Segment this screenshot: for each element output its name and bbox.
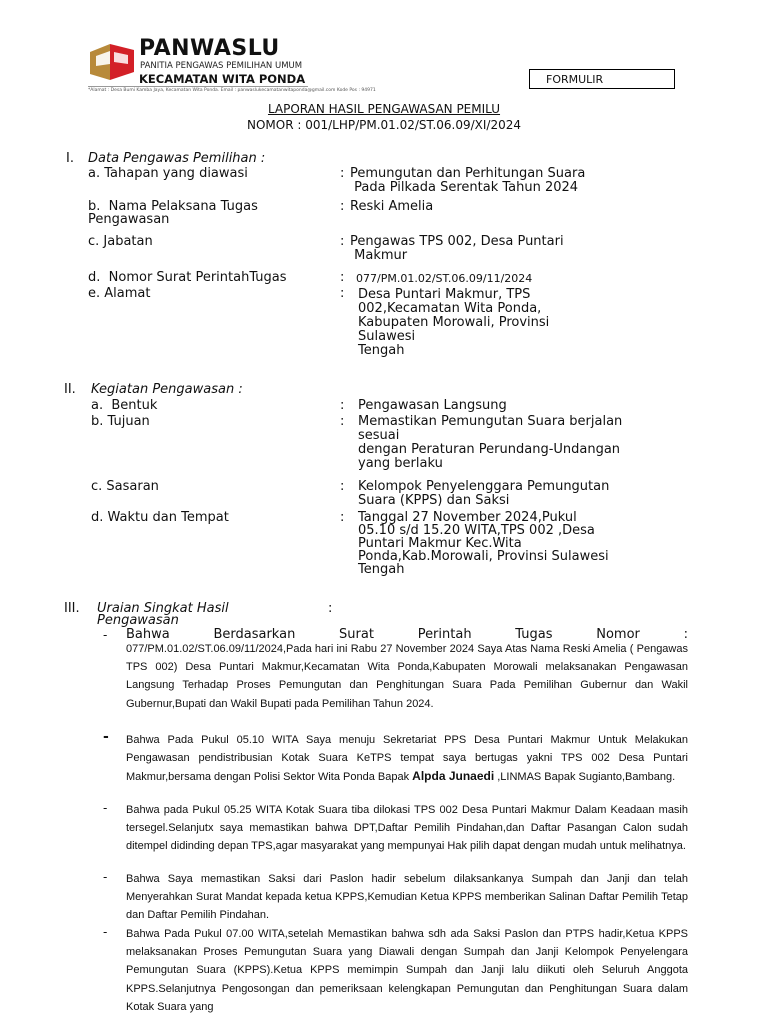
s3-dash-3: - [103,801,108,815]
section3-heading: Uraian Singkat Hasil [97,601,229,616]
s2-value-c-line2: Suara (KPPS) dan Saksi [358,493,510,508]
s2-label-d: d. Waktu dan Tempat [91,510,229,525]
s3-paragraph-5: Bahwa Pada Pukul 07.00 WITA,setelah Memastikan bahwa sdh ada Saksi Paslon dan PTPS hadir,Ketua KPPS melaksanakan Proses Pemungutan Suara yang Diawali dengan Sumpah dan Janji Kelompok Penyelengara Pemungutan Suara (KPPS).Ketua KPPS memimpin Sumpah dan Janji lalu diikuti oleh Seluruh Anggota KPPS.Selanjutnya Pengosongan dan pemeriksaan kelengkapan Pemungutan dan Penghitungan Suara dalam Kotak Suara yang [126,928,688,1013]
s1-value-b: Reski Amelia [350,199,434,214]
s3-first-word: Surat [339,627,374,642]
s2-value-b-line3: dengan Peraturan Perundang-Undangan [358,442,621,457]
s3-paragraph-4: Bahwa Saya memastikan Saksi dari Paslon hadir sebelum dilaksankanya Sumpah dan Janji dan telah Menyerahkan Surat Mandat kepada ketua KPPS,Kemudian Ketua KPPS memberikan Salinan Daftar Pemilih Tetap dan Daftar Pemilih Pindahan. [126,873,688,922]
s2-value-b-line4: yang berlaku [358,456,443,471]
s2-value-b-line1: Memastikan Pemungutan Suara berjalan [358,414,623,429]
s3-first-word: Nomor [596,627,640,642]
document-title: LAPORAN HASIL PENGAWASAN PEMILU [267,102,501,116]
s1-label-b: b. Nama Pelaksana Tugas [88,199,258,214]
s1-sep-a: : [340,166,345,181]
s3-dash-5: - [103,925,108,939]
section3-roman: III. [64,601,80,616]
header-divider [88,86,308,87]
document-number: NOMOR : 001/LHP/PM.01.02/ST.06.09/XI/2024 [246,118,522,132]
s1-value-d: 077/PM.01.02/ST.06.09/11/2024 [356,272,533,285]
s2-value-d-line4: Ponda,Kab.Morowali, Provinsi Sulawesi [358,549,609,564]
s1-value-c-line1: Pengawas TPS 002, Desa Puntari [350,234,564,249]
s3-officer-name: Alpda Junaedi [412,769,495,784]
s2-value-c-line1: Kelompok Penyelenggara Pemungutan [358,479,610,494]
section1-heading: Data Pengawas Pemilihan : [88,151,266,166]
section2-roman: II. [64,382,76,397]
s2-value-d-line5: Tengah [358,562,405,577]
s2-value-d-line3: Puntari Makmur Kec.Wita [358,536,522,551]
s1-value-e-line3: Kabupaten Morowali, Provinsi [358,315,550,330]
s2-label-a: a. Bentuk [91,398,158,413]
s1-label-d: d. Nomor Surat PerintahTugas [88,270,287,285]
s1-value-e-line5: Tengah [358,343,405,358]
s2-value-d-line2: 05.10 s/d 15.20 WITA,TPS 002 ,Desa [358,523,595,538]
s1-label-a: a. Tahapan yang diawasi [88,166,248,181]
s2-value-d-line1: Tanggal 27 November 2024,Pukul [358,510,577,525]
s3-paragraph-2: Bahwa Pada Pukul 05.10 WITA Saya menuju Sekretariat PPS Desa Puntari Makmur Untuk Melakukan Pengawasan pendistribusian Kotak Suara KeTPS tempat saya bertugas yakni TPS 002 Desa Puntari Makmur,bersama dengan Polisi Sektor Wita Ponda Bapak Alpda Junaedi ,LINMAS Bapak Sugianto,Bambang. [126,734,688,784]
s2-value-b-line2: sesuai [358,428,400,443]
panwaslu-logo-icon [88,42,136,82]
s1-sep-b: : [340,199,345,214]
form-label-box [529,69,675,89]
section3-heading-line2: Pengawasan [97,613,179,628]
s3-dash-0: - [103,628,108,642]
org-address: *Alamat : Desa Bumi Kamba Jaya, Kecamatan Wita Ponda. Email : panwaslukecamatanwitaponda@gmail.com Kode Pos : 94971 [88,88,376,93]
s1-sep-c: : [340,234,345,249]
s1-sep-e: : [340,286,345,301]
org-district: KECAMATAN WITA PONDA [139,72,306,86]
s1-label-c: c. Jabatan [88,234,153,249]
s3-dash-2: - [103,729,109,745]
s2-label-b: b. Tujuan [91,414,150,429]
section3-sep: : [328,601,333,616]
s3-first-word: : [683,627,688,642]
section1-roman: I. [66,151,74,166]
s1-value-e-line1: Desa Puntari Makmur, TPS [358,287,531,302]
s1-value-e-line2: 002,Kecamatan Wita Ponda, [358,301,542,316]
s1-value-a-line2: Pada Pilkada Serentak Tahun 2024 [350,180,579,195]
s1-value-e-line4: Sulawesi [358,329,416,344]
s3-paragraph-3: Bahwa pada Pukul 05.25 WITA Kotak Suara tiba dilokasi TPS 002 Desa Puntari Makmur Dalam Keadaan masih tersegel.Selanjutx saya memastikan bahwa DPT,Daftar Pemilih Pindahan,dan Daftar Pasangan Calon sudah ditempel didinding depan TPS,agar masyarakat yang mempunyai Hak pilih dapat dengan mudah untuk melihatnya. [126,804,688,853]
s2-value-a: Pengawasan Langsung [358,398,507,413]
s1-value-a-line1: Pemungutan dan Perhitungan Suara [350,166,586,181]
s1-value-c-line2: Makmur [350,248,408,263]
org-subtitle: PANITIA PENGAWAS PEMILIHAN UMUM [140,61,303,71]
s3-paragraph-1: 077/PM.01.02/ST.06.09/11/2024,Pada hari ini Rabu 27 November 2024 Saya Atas Nama Reski Amelia ( Pengawas TPS 002) Desa Puntari Makmur,Kecamatan Wita Ponda,Kabupaten Morowali melaksanakan Pengawasan Langsung Terhadap Proses Pemungutan dan Penghitungan Suara Pada Pemilihan Gubernur dan Wakil Gubernur,Bupati dan Wakil Bupati pada Pemilihan Tahun 2024. [126,643,688,710]
s3-first-word: Bahwa [126,627,170,642]
s1-sep-d: : [340,270,345,285]
s3-first-word: Berdasarkan [213,627,296,642]
s3-dash-4: - [103,870,108,884]
s1-label-e: e. Alamat [88,286,151,301]
s2-sep-c: : [340,479,345,494]
form-label: FORMULIR [546,72,604,86]
section2-heading: Kegiatan Pengawasan : [91,382,243,397]
s1-label-b-line2: Pengawasan [88,212,170,227]
s2-sep-a: : [340,398,345,413]
org-name: PANWASLU [139,36,280,61]
s3-first-word: Tugas [515,627,553,642]
s2-label-c: c. Sasaran [91,479,159,494]
s2-sep-d: : [340,510,345,525]
s2-sep-b: : [340,414,345,429]
s3-first-word: Perintah [417,627,472,642]
